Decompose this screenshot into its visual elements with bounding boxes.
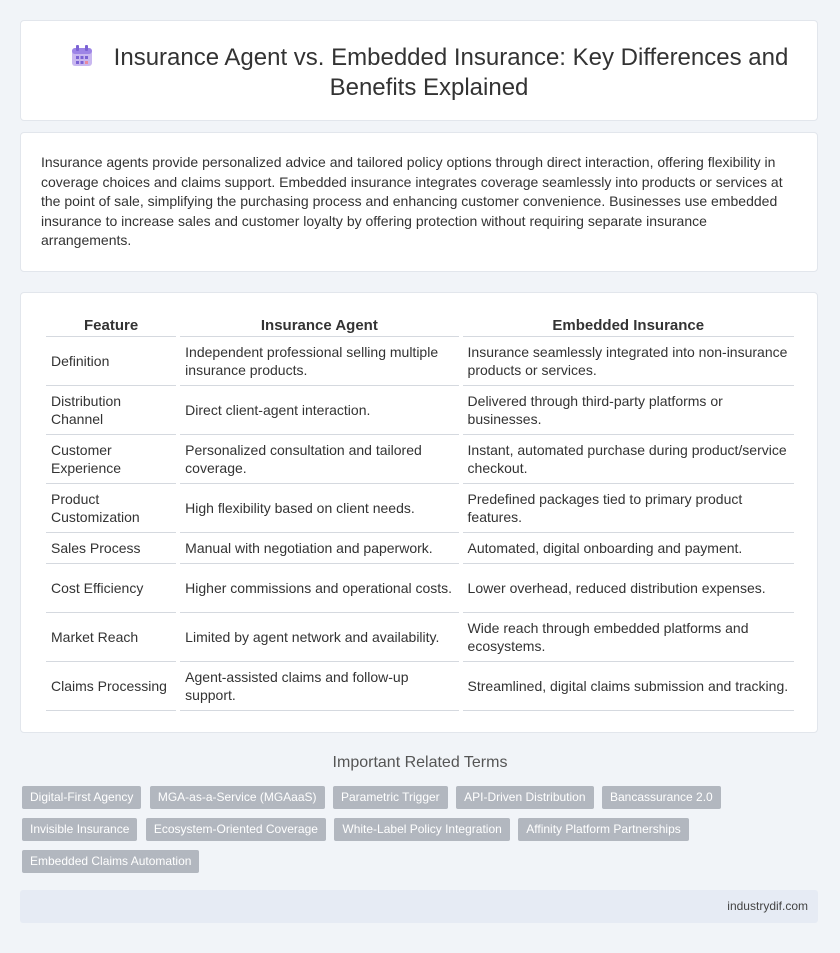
intro-card	[20, 132, 818, 272]
header-card	[20, 20, 818, 121]
agent-cell: Agent-assisted claims and follow-up support.	[180, 662, 458, 711]
related-term-tag[interactable]: White-Label Policy Integration	[334, 818, 509, 841]
agent-cell: Manual with negotiation and paperwork.	[180, 533, 458, 564]
embedded-cell: Delivered through third-party platforms or businesses.	[463, 386, 794, 435]
table-row	[46, 337, 794, 386]
feature-cell: Product Customization	[46, 484, 176, 533]
table-row	[46, 533, 794, 564]
related-term-tag[interactable]: MGA-as-a-Service (MGAaaS)	[150, 786, 325, 809]
footer	[20, 890, 818, 923]
column-header-insurance-agent: Insurance Agent	[180, 315, 458, 337]
comparison-table-card	[20, 292, 818, 733]
agent-cell: Direct client-agent interaction.	[180, 386, 458, 435]
feature-cell: Distribution Channel	[46, 386, 176, 435]
embedded-cell: Streamlined, digital claims submission and tracking.	[463, 662, 794, 711]
embedded-cell: Predefined packages tied to primary product features.	[463, 484, 794, 533]
related-term-tag[interactable]: Embedded Claims Automation	[22, 850, 199, 873]
calendar-grid-icon	[70, 44, 94, 73]
feature-cell: Cost Efficiency	[46, 564, 176, 613]
page-title: Insurance Agent vs. Embedded Insurance: Key Differences and Benefits Explained	[113, 44, 789, 101]
related-term-tag[interactable]: Ecosystem-Oriented Coverage	[146, 818, 326, 841]
table-header-row	[46, 315, 794, 337]
agent-cell: Independent professional selling multiple insurance products.	[180, 337, 458, 386]
embedded-cell: Wide reach through embedded platforms and ecosystems.	[463, 613, 794, 662]
feature-cell: Claims Processing	[46, 662, 176, 711]
table-row	[46, 564, 794, 613]
table-row	[46, 386, 794, 435]
embedded-cell: Lower overhead, reduced distribution expenses.	[463, 564, 794, 613]
feature-cell: Market Reach	[46, 613, 176, 662]
column-header-feature: Feature	[46, 315, 176, 337]
column-header-embedded-insurance: Embedded Insurance	[463, 315, 794, 337]
embedded-cell: Automated, digital onboarding and payment.	[463, 533, 794, 564]
related-term-tag[interactable]: Digital-First Agency	[22, 786, 141, 809]
agent-cell: Personalized consultation and tailored coverage.	[180, 435, 458, 484]
related-term-tag[interactable]: Invisible Insurance	[22, 818, 137, 841]
table-row	[46, 484, 794, 533]
comparison-table	[42, 315, 798, 711]
footer-site-link[interactable]: industrydif.com	[727, 899, 808, 913]
embedded-cell: Insurance seamlessly integrated into non-insurance products or services.	[463, 337, 794, 386]
related-terms-list	[22, 786, 802, 882]
table-row	[46, 662, 794, 711]
related-term-tag[interactable]: Bancassurance 2.0	[602, 786, 721, 809]
table-row	[46, 435, 794, 484]
embedded-cell: Instant, automated purchase during product/service checkout.	[463, 435, 794, 484]
related-term-tag[interactable]: API-Driven Distribution	[456, 786, 593, 809]
intro-paragraph: Insurance agents provide personalized advice and tailored policy options through direct interaction, offering flexibility in coverage choices and claims support. Embedded insurance integrates coverage seamlessly into products or services at the point of sale, simplifying the purchasing process and enhancing customer convenience. Businesses use embedded insurance to increase sales and customer loyalty by offering protection without requiring separate insurance arrangements.	[41, 154, 783, 248]
feature-cell: Customer Experience	[46, 435, 176, 484]
title-wrap	[61, 43, 797, 102]
agent-cell: Higher commissions and operational costs.	[180, 564, 458, 613]
feature-cell: Sales Process	[46, 533, 176, 564]
related-term-tag[interactable]: Affinity Platform Partnerships	[518, 818, 689, 841]
feature-cell: Definition	[46, 337, 176, 386]
related-terms-heading: Important Related Terms	[332, 754, 508, 771]
agent-cell: Limited by agent network and availability.	[180, 613, 458, 662]
related-term-tag[interactable]: Parametric Trigger	[333, 786, 448, 809]
table-row	[46, 613, 794, 662]
agent-cell: High flexibility based on client needs.	[180, 484, 458, 533]
